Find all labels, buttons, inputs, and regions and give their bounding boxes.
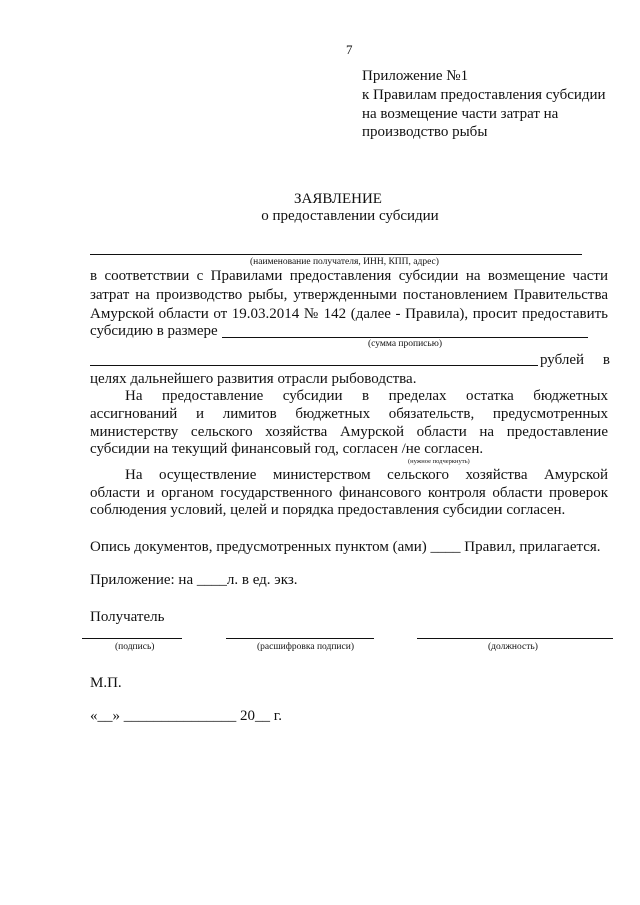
recipient-label: Получатель xyxy=(90,609,165,625)
appendix-line: к Правилам предоставления субсидии xyxy=(362,87,606,103)
signature-decoding-field-line[interactable] xyxy=(226,638,374,639)
amount-caption: (сумма прописью) xyxy=(368,339,442,349)
date-year-prefix: 20 xyxy=(240,708,255,724)
documents-line xyxy=(90,538,601,557)
rubles-text: рублей в xyxy=(540,352,610,368)
para2-line: субсидии на текущий финансовый год, согласен /не согласен. xyxy=(90,441,484,457)
attachment-line xyxy=(90,571,298,590)
documents-text: Опись документов, предусмотренных пунктом (ами) xyxy=(90,539,427,555)
para1-line: субсидию в размере xyxy=(90,323,218,339)
para1-line: в соответствии с Правилами предоставления субсидии на возмещение части xyxy=(90,268,608,284)
para3-line: соблюдения условий, целей и порядка предоставления субсидии согласен. xyxy=(90,502,566,518)
para3-line: области и органом государственного финансового контроля области проверок xyxy=(90,485,608,501)
date-suffix: г. xyxy=(273,708,282,724)
date-line xyxy=(90,707,282,726)
amount-words-field-line[interactable] xyxy=(90,365,538,366)
attachment-text-end: л. в ед. экз. xyxy=(226,572,298,588)
attachment-sheets-field[interactable]: ____ xyxy=(196,572,227,588)
signature-field-line[interactable] xyxy=(82,638,182,639)
para2-line: министерству сельского хозяйства Амурской области на предоставление xyxy=(90,424,608,440)
recipient-caption: (наименование получателя, ИНН, КПП, адрес) xyxy=(250,257,439,267)
document-title: ЗАЯВЛЕНИЕ xyxy=(294,191,382,207)
para2-line: На предоставление субсидии в пределах остатка бюджетных xyxy=(125,388,608,404)
attachment-text: Приложение: на xyxy=(90,572,194,588)
date-month-field[interactable]: _______________ xyxy=(123,708,237,724)
signature-caption: (подпись) xyxy=(115,642,155,652)
underline-caption: (нужное подчеркнуть) xyxy=(408,458,470,465)
signature-decoding-caption: (расшифровка подписи) xyxy=(257,642,354,652)
documents-point-field[interactable]: ____ xyxy=(430,539,461,555)
appendix-line: на возмещение части затрат на xyxy=(362,106,559,122)
stamp-place: М.П. xyxy=(90,675,122,691)
date-quote-open: « xyxy=(90,708,98,724)
position-field-line[interactable] xyxy=(417,638,613,639)
page-number: 7 xyxy=(346,42,353,57)
date-quote-close: » xyxy=(112,708,120,724)
amount-field-line[interactable] xyxy=(222,337,588,338)
position-caption: (должность) xyxy=(488,642,538,652)
appendix-line: Приложение №1 xyxy=(362,68,469,84)
para2-line: ассигнований и лимитов бюджетных обязательств, предусмотренных xyxy=(90,406,608,422)
document-subtitle: о предоставлении субсидии xyxy=(261,208,439,224)
para1-line: Амурской области от 19.03.2014 № 142 (далее - Правила), просит предоставить xyxy=(90,306,608,322)
para3-line: На осуществление министерством сельского хозяйства Амурской xyxy=(125,467,608,483)
recipient-field-line[interactable] xyxy=(90,254,582,255)
para1-end: целях дальнейшего развития отрасли рыбоводства. xyxy=(90,371,417,387)
date-day-field[interactable]: __ xyxy=(97,708,113,724)
documents-text-end: Правил, прилагается. xyxy=(464,539,601,555)
date-year-field[interactable]: __ xyxy=(255,708,270,724)
appendix-line: производство рыбы xyxy=(362,124,488,140)
para1-line: затрат на производство рыбы, утвержденными постановлением Правительства xyxy=(90,287,608,303)
